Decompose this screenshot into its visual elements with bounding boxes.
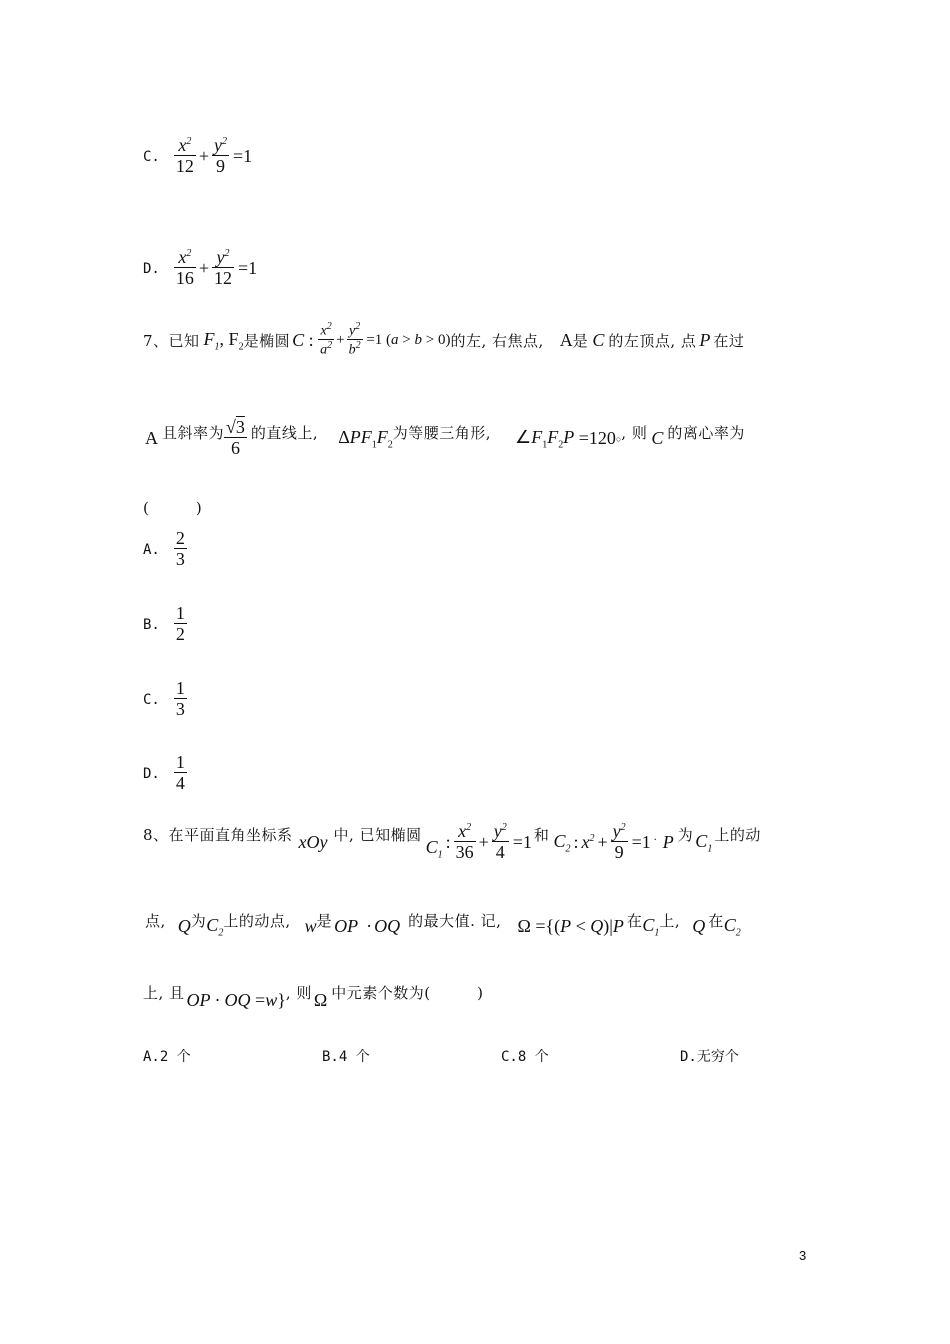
q8-line-2: 点, Q 为 $C_2$ 上的动点, w 是 OP · OQ 的最大值. 记, Ω ={(P < Q)|P 在 $C_1$ 上, Q 在 $C_2$	[145, 912, 741, 939]
fraction: $\frac{y^2}{9}$	[612, 821, 626, 862]
question-number: 8、在平面直角坐标系	[143, 826, 293, 845]
page-number: 3	[799, 1248, 807, 1263]
fraction: $\frac{y^2}{12}$	[214, 247, 233, 288]
option-label: D.	[143, 260, 160, 277]
q7-option-c: C. $\frac{1}{3}$	[143, 678, 185, 719]
fraction: $\frac{1}{3}$	[175, 678, 185, 719]
q7-option-d: D. $\frac{1}{4}$	[143, 752, 185, 793]
q8-option-d: D.无穷个	[680, 1049, 739, 1065]
fraction: $\frac{x^2}{12}$	[175, 135, 194, 176]
fraction: $\frac{y^2}{b^2}$	[348, 321, 361, 358]
q8-option-a: A.2 个	[143, 1049, 191, 1065]
fraction: $\frac{y^2}{9}$	[214, 135, 228, 176]
q8-line-3: 上, 且 OP · OQ =w} , 则 Ω 中元素个数为( )	[143, 984, 484, 1010]
q8-line-1: 8、在平面直角坐标系 xOy 中, 已知椭圆 $C_1$ : $\frac{x^2}{36}$ + $\frac{y^2}{4}$ =1 和 $C_2$ : $x^2$ + $\frac{y^2}{9}$ =1 . P 为 $C_1$ 上的动	[143, 821, 761, 862]
fraction: $\frac{x^2}{16}$	[175, 247, 194, 288]
fraction-sqrt3-over-6: $\frac{√3}{6}$	[226, 417, 245, 458]
answer-paren: ( )	[143, 499, 203, 517]
q7-line-2: A 且斜率为 $\frac{√3}{6}$ 的直线上, $\Delta PF_1F_2$ 为等腰三角形, $\angle F_1F_2P$ =120 ○ , 则 C 的离心率为	[145, 417, 745, 458]
q8-option-c: C.8 个	[501, 1049, 549, 1065]
fraction: $\frac{y^2}{4}$	[493, 821, 507, 862]
fraction: $\frac{x^2}{a^2}$	[320, 321, 333, 358]
q6-option-c: C. $\frac{x^2}{12}$ + $\frac{y^2}{9}$ =1	[143, 135, 253, 176]
q8-option-b: B.4 个	[322, 1049, 370, 1065]
option-label: C.	[143, 148, 160, 165]
fraction: $\frac{1}{4}$	[175, 752, 185, 793]
fraction: $\frac{1}{2}$	[175, 603, 185, 644]
question-number: 7、已知	[143, 332, 200, 351]
q7-line-1: 7、已知 $F_1$ , $F_2$ 是椭圆 C : $\frac{x^2}{a^2}$ + $\frac{y^2}{b^2}$ =1 (a > b > 0) 的左, 右焦点, A 是 C 的左顶点, 点 P 在过	[143, 321, 745, 358]
fraction: $\frac{x^2}{36}$	[455, 821, 474, 862]
fraction: $\frac{2}{3}$	[175, 528, 185, 569]
q6-option-d: D. $\frac{x^2}{16}$ + $\frac{y^2}{12}$ =1	[143, 247, 258, 288]
q7-option-a: A. $\frac{2}{3}$	[143, 528, 185, 569]
q7-option-b: B. $\frac{1}{2}$	[143, 603, 185, 644]
